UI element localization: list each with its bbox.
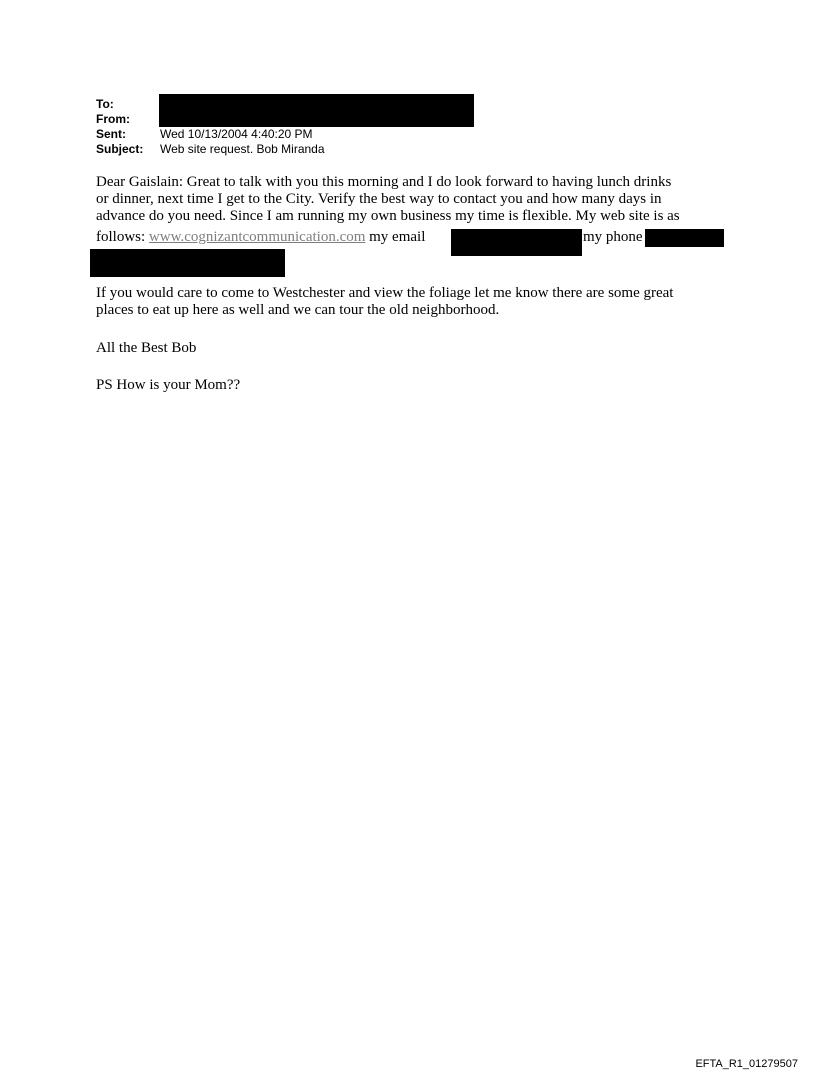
website-link[interactable]: www.cognizantcommunication.com <box>148 229 366 245</box>
redaction-to-from <box>159 94 474 127</box>
body-p1-line1: Dear Gaislain: Great to talk with you this morning and I do look forward to having lunch drinks <box>96 174 672 190</box>
email-label: my email <box>365 229 426 245</box>
sign-off: All the Best Bob <box>96 340 197 356</box>
body-p1-line4 <box>96 229 425 246</box>
redaction-email <box>451 229 582 256</box>
body-p2-line2: places to eat up here as well and we can tour the old neighborhood. <box>96 302 500 318</box>
redaction-phone-cont <box>90 249 285 277</box>
to-label: To: <box>96 97 114 111</box>
postscript: PS How is your Mom?? <box>96 377 241 393</box>
subject-value: Web site request. Bob Miranda <box>160 142 325 156</box>
from-label: From: <box>96 112 130 126</box>
document-id: EFTA_R1_01279507 <box>695 1058 798 1070</box>
sent-value: Wed 10/13/2004 4:40:20 PM <box>160 127 313 141</box>
body-p2-line1: If you would care to come to Westchester and view the foliage let me know there are some great <box>96 285 674 301</box>
body-p1-line2: or dinner, next time I get to the City. Verify the best way to contact you and how many days in <box>96 191 662 207</box>
subject-label: Subject: <box>96 142 144 156</box>
phone-label: my phone <box>583 229 643 245</box>
follows-text: follows: <box>96 229 149 245</box>
body-p1-line3: advance do you need. Since I am running my own business my time is flexible. My web site is as <box>96 208 680 224</box>
redaction-phone <box>645 229 724 247</box>
sent-label: Sent: <box>96 127 126 141</box>
